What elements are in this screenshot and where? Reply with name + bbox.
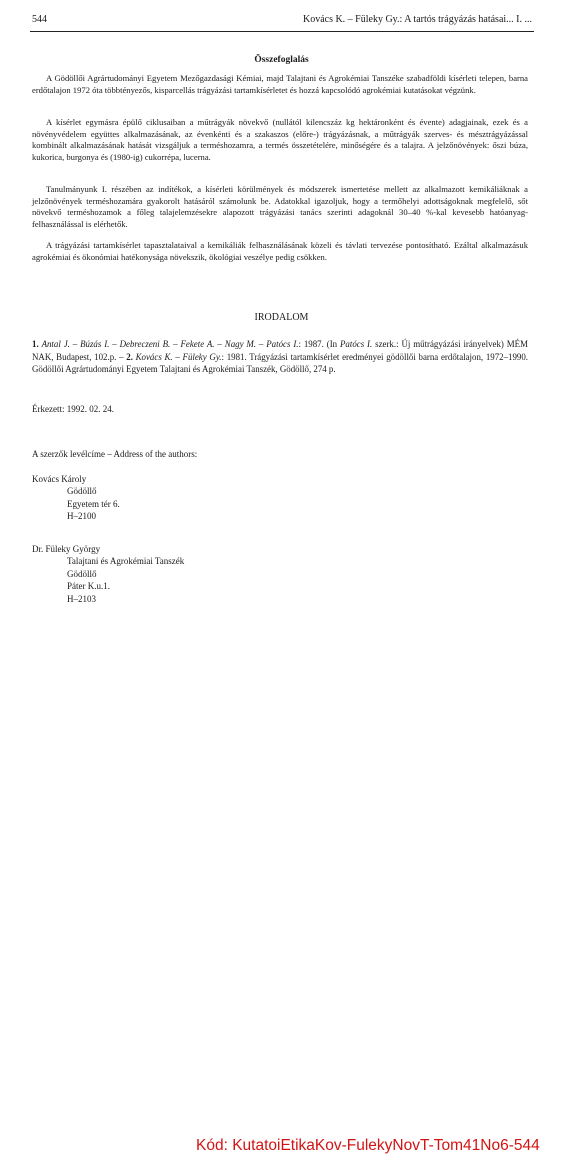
address-line: H–2103: [67, 593, 96, 604]
summary-paragraph: Tanulmányunk I. részében az indítékok, a kísérleti körülmények és módszerek ismertetése mellett az alkalmazott kemikáliáknak a jelzőnövények terméshozamára gyakorolt hatásáról számolunk be. Adatokkal igazoljuk, hogy a termőhelyi adottságoknak megfelelő, sőt növekvő terméshozamok a főleg talajelemzésekre alapozott trágyázási tanács szerinti adagoknál 30–40 %-kal kevesebb hatóanyag-felhasználással is elérhetők.: [32, 184, 528, 230]
page-header: [32, 14, 532, 30]
address-line: Talajtani és Agrokémiai Tanszék: [67, 556, 185, 567]
reference-authors: Kovács K. – Füleky Gy.: [135, 351, 222, 362]
page-number: 544: [32, 14, 47, 25]
summary-paragraph: A Gödöllői Agrártudományi Egyetem Mezőgazdasági Kémiai, majd Talajtani és Agrokémiai Tanszéke szabadföldi kísérleti telepen, barna erdőtalajon 1972 óta többtényezős, kisparcellás trágyázási tartamkísérletet és hozzá kapcsolódó agrokémiai kutatásokat végzünk.: [32, 73, 528, 95]
summary-paragraph: A kísérlet egymásra épülő ciklusaiban a műtrágyák növekvő (nullától kilencszáz kg hektáronként és évente) adagjainak, ezek és a növényvédelem együttes alkalmazásának, az évenkénti és a szakaszos (előre-) trágyázásnak, a műtrágyák szerves- és mésztrágyázással kombinált alkalmazásának hatását vizsgáljuk a terméshozamra, a termés összetételére, minőségére és a talajra. A jelzőnövények: őszi búza, kukorica, burgonya és (1980-ig) cukorrépa, lucerna.: [32, 117, 528, 163]
received-date: Érkezett: 1992. 02. 24.: [32, 404, 114, 414]
document-code-stamp: Kód: KutatoiEtikaKov-FulekyNovT-Tom41No6-544: [196, 1137, 540, 1154]
address-label: A szerzők levélcíme – Address of the authors:: [32, 449, 198, 459]
reference-editor: Patócs I.: [340, 339, 373, 349]
address-line: Páter K.u.1.: [67, 581, 110, 592]
reference-number: 1.: [32, 339, 39, 349]
summary-title: Összefoglalás: [254, 55, 309, 65]
address-line: Gödöllő: [67, 568, 97, 579]
reference-text: szerk.: Új műtrágyázási irányelvek) MÉM NAK, Budapest, 102.p. –: [32, 339, 528, 362]
running-head: Kovács K. – Füleky Gy.: A tartós trágyázás hatásai... I. ...: [302, 14, 532, 25]
author-name: Kovács Károly: [32, 474, 87, 484]
author-name: Dr. Füleky György: [32, 544, 101, 554]
references-title: IRODALOM: [254, 312, 309, 323]
reference-text: : 1981. Trágyázási tartamkísérlet eredményei gödöllői barna erdőtalajon, 1972–1990. Gödöllői Agrártudományi Egyetem Talajtani és Agrokémiai Tanszék, Gödöllő, 274 p.: [32, 351, 529, 375]
reference-list: [32, 338, 528, 376]
header-rule: [30, 31, 534, 32]
address-line: Egyetem tér 6.: [67, 498, 120, 509]
reference-authors: Antal J. – Búzás I. – Debreczeni B. – Fekete A. – Nagy M. – Patócs I.: [41, 339, 299, 349]
summary-paragraph: A trágyázási tartamkísérlet tapasztalataival a kemikáliák felhasználásának közeli és távlati tervezése pontosítható. Ezáltal alkalmazásuk agrokémiai és ökonómiai hatékonysága növekszik, ökológiai veszélye pedig csökken.: [32, 240, 528, 262]
author-address: [32, 473, 120, 523]
address-line: Gödöllő: [67, 486, 97, 497]
author-address: [32, 543, 184, 605]
address-line: H–2100: [67, 511, 96, 522]
reference-number: 2.: [126, 351, 133, 362]
reference-text: : 1987. (In: [298, 339, 340, 349]
